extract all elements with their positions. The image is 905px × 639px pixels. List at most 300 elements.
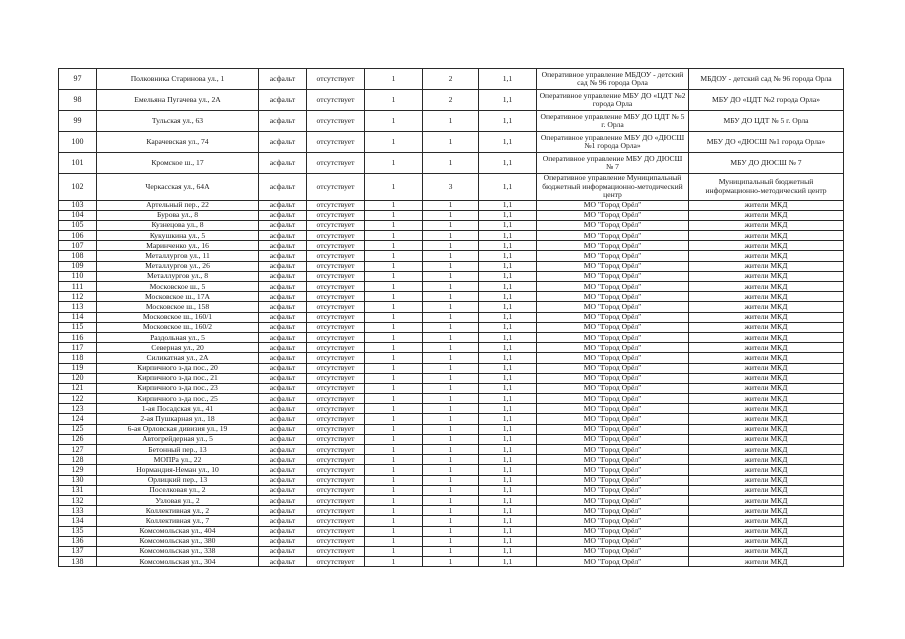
- count-cell: 1: [365, 261, 423, 271]
- surface-type-cell: асфальт: [259, 90, 307, 111]
- table-row: [59, 261, 844, 271]
- surface-type-cell: асфальт: [259, 557, 307, 567]
- count-cell: 1: [365, 231, 423, 241]
- count-cell: 1: [365, 90, 423, 111]
- lighting-cell: отсутствует: [307, 271, 365, 281]
- owner-cell: жители МКД: [689, 282, 844, 292]
- table-row: [59, 495, 844, 505]
- table-row: [59, 373, 844, 383]
- row-number: 108: [59, 251, 97, 261]
- volume-cell: 1,1: [479, 373, 537, 383]
- containers-cell: 1: [423, 251, 479, 261]
- containers-cell: 2: [423, 69, 479, 90]
- count-cell: 1: [365, 536, 423, 546]
- containers-cell: 1: [423, 434, 479, 444]
- lighting-cell: отсутствует: [307, 455, 365, 465]
- containers-cell: 1: [423, 536, 479, 546]
- owner-cell: жители МКД: [689, 445, 844, 455]
- surface-type-cell: асфальт: [259, 261, 307, 271]
- address-cell: Комсомольская ул., 338: [97, 546, 259, 556]
- count-cell: 1: [365, 200, 423, 210]
- operator-cell: МО "Город Орёл": [537, 210, 689, 220]
- surface-type-cell: асфальт: [259, 210, 307, 220]
- volume-cell: 1,1: [479, 557, 537, 567]
- address-cell: Коллективная ул., 7: [97, 516, 259, 526]
- owner-cell: жители МКД: [689, 495, 844, 505]
- surface-type-cell: асфальт: [259, 153, 307, 174]
- address-cell: Раздольная ул., 5: [97, 332, 259, 342]
- row-number: 128: [59, 455, 97, 465]
- lighting-cell: отсутствует: [307, 475, 365, 485]
- containers-cell: 1: [423, 302, 479, 312]
- address-cell: Маринченко ул., 16: [97, 241, 259, 251]
- row-number: 114: [59, 312, 97, 322]
- surface-type-cell: асфальт: [259, 251, 307, 261]
- operator-cell: МО "Город Орёл": [537, 455, 689, 465]
- address-cell: Северная ул., 20: [97, 343, 259, 353]
- owner-cell: жители МКД: [689, 536, 844, 546]
- surface-type-cell: асфальт: [259, 516, 307, 526]
- table-row: [59, 445, 844, 455]
- table-row: [59, 210, 844, 220]
- lighting-cell: отсутствует: [307, 174, 365, 201]
- volume-cell: 1,1: [479, 69, 537, 90]
- surface-type-cell: асфальт: [259, 271, 307, 281]
- lighting-cell: отсутствует: [307, 546, 365, 556]
- row-number: 111: [59, 282, 97, 292]
- table-row: [59, 302, 844, 312]
- row-number: 126: [59, 434, 97, 444]
- count-cell: 1: [365, 465, 423, 475]
- row-number: 130: [59, 475, 97, 485]
- owner-cell: жители МКД: [689, 302, 844, 312]
- lighting-cell: отсутствует: [307, 404, 365, 414]
- operator-cell: МО "Город Орёл": [537, 394, 689, 404]
- address-cell: Кирпичного з-да пос., 20: [97, 363, 259, 373]
- count-cell: 1: [365, 516, 423, 526]
- lighting-cell: отсутствует: [307, 373, 365, 383]
- count-cell: 1: [365, 383, 423, 393]
- count-cell: 1: [365, 485, 423, 495]
- operator-cell: МО "Город Орёл": [537, 485, 689, 495]
- containers-cell: 1: [423, 506, 479, 516]
- count-cell: 1: [365, 495, 423, 505]
- owner-cell: жители МКД: [689, 557, 844, 567]
- surface-type-cell: асфальт: [259, 322, 307, 332]
- count-cell: 1: [365, 343, 423, 353]
- row-number: 124: [59, 414, 97, 424]
- surface-type-cell: асфальт: [259, 404, 307, 414]
- volume-cell: 1,1: [479, 90, 537, 111]
- containers-cell: 1: [423, 373, 479, 383]
- lighting-cell: отсутствует: [307, 424, 365, 434]
- containers-cell: 1: [423, 485, 479, 495]
- volume-cell: 1,1: [479, 200, 537, 210]
- operator-cell: Оперативное управление МБУ ДО ЦДТ № 5 г. Орла: [537, 111, 689, 132]
- row-number: 135: [59, 526, 97, 536]
- count-cell: 1: [365, 210, 423, 220]
- owner-cell: жители МКД: [689, 373, 844, 383]
- owner-cell: жители МКД: [689, 292, 844, 302]
- operator-cell: МО "Город Орёл": [537, 404, 689, 414]
- table-row: [59, 322, 844, 332]
- row-number: 102: [59, 174, 97, 201]
- surface-type-cell: асфальт: [259, 434, 307, 444]
- table-row: [59, 292, 844, 302]
- table-row: [59, 174, 844, 201]
- lighting-cell: отсутствует: [307, 302, 365, 312]
- owner-cell: МБУ ДО ДЮСШ № 7: [689, 153, 844, 174]
- row-number: 97: [59, 69, 97, 90]
- containers-cell: 1: [423, 526, 479, 536]
- address-cell: Узловая ул., 2: [97, 495, 259, 505]
- table-row: [59, 363, 844, 373]
- lighting-cell: отсутствует: [307, 69, 365, 90]
- lighting-cell: отсутствует: [307, 220, 365, 230]
- owner-cell: МБДОУ - детский сад № 96 города Орла: [689, 69, 844, 90]
- row-number: 122: [59, 394, 97, 404]
- operator-cell: Оперативное управление МБУ ДО «ЦДТ №2 города Орла: [537, 90, 689, 111]
- row-number: 112: [59, 292, 97, 302]
- address-cell: Автогрейдерная ул., 5: [97, 434, 259, 444]
- containers-cell: 1: [423, 414, 479, 424]
- operator-cell: МО "Город Орёл": [537, 383, 689, 393]
- count-cell: 1: [365, 271, 423, 281]
- surface-type-cell: асфальт: [259, 332, 307, 342]
- owner-cell: жители МКД: [689, 455, 844, 465]
- lighting-cell: отсутствует: [307, 153, 365, 174]
- row-number: 106: [59, 231, 97, 241]
- lighting-cell: отсутствует: [307, 526, 365, 536]
- containers-cell: 1: [423, 220, 479, 230]
- volume-cell: 1,1: [479, 475, 537, 485]
- owner-cell: жители МКД: [689, 424, 844, 434]
- surface-type-cell: асфальт: [259, 132, 307, 153]
- table-row: [59, 343, 844, 353]
- lighting-cell: отсутствует: [307, 363, 365, 373]
- operator-cell: МО "Город Орёл": [537, 220, 689, 230]
- volume-cell: 1,1: [479, 220, 537, 230]
- containers-cell: 1: [423, 353, 479, 363]
- count-cell: 1: [365, 153, 423, 174]
- table-row: [59, 282, 844, 292]
- owner-cell: жители МКД: [689, 353, 844, 363]
- volume-cell: 1,1: [479, 261, 537, 271]
- containers-cell: 1: [423, 322, 479, 332]
- owner-cell: жители МКД: [689, 526, 844, 536]
- operator-cell: Оперативное управление МБУ ДО «ДЮСШ №1 города Орла»: [537, 132, 689, 153]
- lighting-cell: отсутствует: [307, 516, 365, 526]
- address-cell: Комсомольская ул., 404: [97, 526, 259, 536]
- surface-type-cell: асфальт: [259, 383, 307, 393]
- volume-cell: 1,1: [479, 455, 537, 465]
- table-row: [59, 271, 844, 281]
- operator-cell: МО "Город Орёл": [537, 353, 689, 363]
- owner-cell: жители МКД: [689, 220, 844, 230]
- surface-type-cell: асфальт: [259, 302, 307, 312]
- count-cell: 1: [365, 69, 423, 90]
- surface-type-cell: асфальт: [259, 373, 307, 383]
- containers-cell: 1: [423, 132, 479, 153]
- lighting-cell: отсутствует: [307, 231, 365, 241]
- row-number: 119: [59, 363, 97, 373]
- lighting-cell: отсутствует: [307, 394, 365, 404]
- volume-cell: 1,1: [479, 302, 537, 312]
- count-cell: 1: [365, 455, 423, 465]
- containers-cell: 1: [423, 210, 479, 220]
- count-cell: 1: [365, 414, 423, 424]
- table-row: [59, 90, 844, 111]
- surface-type-cell: асфальт: [259, 546, 307, 556]
- lighting-cell: отсутствует: [307, 383, 365, 393]
- table-row: [59, 332, 844, 342]
- operator-cell: МО "Город Орёл": [537, 434, 689, 444]
- owner-cell: жители МКД: [689, 261, 844, 271]
- operator-cell: МО "Город Орёл": [537, 322, 689, 332]
- table-row: [59, 516, 844, 526]
- volume-cell: 1,1: [479, 445, 537, 455]
- operator-cell: МО "Город Орёл": [537, 312, 689, 322]
- row-number: 105: [59, 220, 97, 230]
- containers-cell: 1: [423, 111, 479, 132]
- address-cell: Черкасская ул., 64А: [97, 174, 259, 201]
- operator-cell: МО "Город Орёл": [537, 495, 689, 505]
- lighting-cell: отсутствует: [307, 282, 365, 292]
- address-cell: Силикатная ул., 2А: [97, 353, 259, 363]
- lighting-cell: отсутствует: [307, 353, 365, 363]
- owner-cell: жители МКД: [689, 332, 844, 342]
- volume-cell: 1,1: [479, 292, 537, 302]
- containers-cell: 1: [423, 200, 479, 210]
- count-cell: 1: [365, 434, 423, 444]
- containers-cell: 1: [423, 343, 479, 353]
- address-cell: Кирпичного з-да пос., 23: [97, 383, 259, 393]
- address-cell: 1-ая Посадская ул., 41: [97, 404, 259, 414]
- lighting-cell: отсутствует: [307, 292, 365, 302]
- surface-type-cell: асфальт: [259, 292, 307, 302]
- containers-cell: 1: [423, 557, 479, 567]
- containers-cell: 1: [423, 153, 479, 174]
- row-number: 131: [59, 485, 97, 495]
- owner-cell: жители МКД: [689, 506, 844, 516]
- address-cell: Московское ш., 5: [97, 282, 259, 292]
- operator-cell: МО "Город Орёл": [537, 302, 689, 312]
- count-cell: 1: [365, 332, 423, 342]
- count-cell: 1: [365, 132, 423, 153]
- count-cell: 1: [365, 404, 423, 414]
- address-cell: Металлургов ул., 8: [97, 271, 259, 281]
- count-cell: 1: [365, 353, 423, 363]
- address-cell: Кирпичного з-да пос., 25: [97, 394, 259, 404]
- address-cell: Емельяна Пугачева ул., 2А: [97, 90, 259, 111]
- containers-cell: 1: [423, 282, 479, 292]
- volume-cell: 1,1: [479, 404, 537, 414]
- table-row: [59, 424, 844, 434]
- lighting-cell: отсутствует: [307, 506, 365, 516]
- containers-cell: 1: [423, 516, 479, 526]
- volume-cell: 1,1: [479, 241, 537, 251]
- row-number: 117: [59, 343, 97, 353]
- address-cell: Кузнецова ул., 8: [97, 220, 259, 230]
- table-row: [59, 557, 844, 567]
- table-row: [59, 434, 844, 444]
- containers-cell: 1: [423, 312, 479, 322]
- address-cell: Бетонный пер., 13: [97, 445, 259, 455]
- volume-cell: 1,1: [479, 322, 537, 332]
- surface-type-cell: асфальт: [259, 312, 307, 322]
- operator-cell: Оперативное управление Муниципальный бюджетный информационно-методический центр: [537, 174, 689, 201]
- volume-cell: 1,1: [479, 363, 537, 373]
- surface-type-cell: асфальт: [259, 363, 307, 373]
- containers-cell: 2: [423, 90, 479, 111]
- owner-cell: жители МКД: [689, 485, 844, 495]
- address-cell: Кукушкина ул., 5: [97, 231, 259, 241]
- table-row: [59, 383, 844, 393]
- volume-cell: 1,1: [479, 343, 537, 353]
- count-cell: 1: [365, 251, 423, 261]
- count-cell: 1: [365, 174, 423, 201]
- surface-type-cell: асфальт: [259, 424, 307, 434]
- volume-cell: 1,1: [479, 546, 537, 556]
- count-cell: 1: [365, 292, 423, 302]
- count-cell: 1: [365, 111, 423, 132]
- containers-cell: 1: [423, 363, 479, 373]
- table-row: [59, 546, 844, 556]
- address-cell: 6-ая Орловская дивизия ул., 19: [97, 424, 259, 434]
- table-row: [59, 414, 844, 424]
- containers-cell: 1: [423, 546, 479, 556]
- table-body: [59, 69, 844, 567]
- containers-cell: 1: [423, 465, 479, 475]
- address-cell: Поселковая ул., 2: [97, 485, 259, 495]
- lighting-cell: отсутствует: [307, 485, 365, 495]
- owner-cell: жители МКД: [689, 231, 844, 241]
- lighting-cell: отсутствует: [307, 111, 365, 132]
- lighting-cell: отсутствует: [307, 210, 365, 220]
- containers-cell: 1: [423, 445, 479, 455]
- row-number: 103: [59, 200, 97, 210]
- volume-cell: 1,1: [479, 332, 537, 342]
- count-cell: 1: [365, 220, 423, 230]
- table-row: [59, 312, 844, 322]
- surface-type-cell: асфальт: [259, 69, 307, 90]
- table-row: [59, 465, 844, 475]
- volume-cell: 1,1: [479, 231, 537, 241]
- containers-cell: 1: [423, 332, 479, 342]
- lighting-cell: отсутствует: [307, 536, 365, 546]
- row-number: 110: [59, 271, 97, 281]
- owner-cell: МБУ ДО ЦДТ № 5 г. Орла: [689, 111, 844, 132]
- owner-cell: жители МКД: [689, 363, 844, 373]
- table-row: [59, 485, 844, 495]
- row-number: 100: [59, 132, 97, 153]
- volume-cell: 1,1: [479, 271, 537, 281]
- row-number: 98: [59, 90, 97, 111]
- table-row: [59, 69, 844, 90]
- surface-type-cell: асфальт: [259, 414, 307, 424]
- surface-type-cell: асфальт: [259, 506, 307, 516]
- count-cell: 1: [365, 312, 423, 322]
- volume-cell: 1,1: [479, 111, 537, 132]
- volume-cell: 1,1: [479, 394, 537, 404]
- operator-cell: МО "Город Орёл": [537, 343, 689, 353]
- owner-cell: жители МКД: [689, 404, 844, 414]
- operator-cell: Оперативное управление МБДОУ - детский сад № 96 города Орла: [537, 69, 689, 90]
- operator-cell: МО "Город Орёл": [537, 363, 689, 373]
- table-row: [59, 251, 844, 261]
- volume-cell: 1,1: [479, 526, 537, 536]
- owner-cell: жители МКД: [689, 414, 844, 424]
- surface-type-cell: асфальт: [259, 536, 307, 546]
- containers-cell: 1: [423, 455, 479, 465]
- surface-type-cell: асфальт: [259, 445, 307, 455]
- operator-cell: МО "Город Орёл": [537, 526, 689, 536]
- row-number: 120: [59, 373, 97, 383]
- lighting-cell: отсутствует: [307, 200, 365, 210]
- table-row: [59, 220, 844, 230]
- lighting-cell: отсутствует: [307, 90, 365, 111]
- table-row: [59, 404, 844, 414]
- row-number: 121: [59, 383, 97, 393]
- surface-type-cell: асфальт: [259, 174, 307, 201]
- containers-cell: 1: [423, 394, 479, 404]
- count-cell: 1: [365, 424, 423, 434]
- operator-cell: МО "Город Орёл": [537, 373, 689, 383]
- owner-cell: жители МКД: [689, 210, 844, 220]
- surface-type-cell: асфальт: [259, 465, 307, 475]
- surface-type-cell: асфальт: [259, 394, 307, 404]
- operator-cell: МО "Город Орёл": [537, 557, 689, 567]
- owner-cell: Муниципальный бюджетный информационно-методический центр: [689, 174, 844, 201]
- address-cell: Металлургов ул., 26: [97, 261, 259, 271]
- lighting-cell: отсутствует: [307, 322, 365, 332]
- row-number: 136: [59, 536, 97, 546]
- address-cell: Орлицкий пер., 13: [97, 475, 259, 485]
- address-cell: 2-ая Пушкарная ул., 18: [97, 414, 259, 424]
- volume-cell: 1,1: [479, 465, 537, 475]
- lighting-cell: отсутствует: [307, 343, 365, 353]
- operator-cell: МО "Город Орёл": [537, 282, 689, 292]
- row-number: 104: [59, 210, 97, 220]
- row-number: 118: [59, 353, 97, 363]
- lighting-cell: отсутствует: [307, 445, 365, 455]
- owner-cell: жители МКД: [689, 343, 844, 353]
- operator-cell: МО "Город Орёл": [537, 424, 689, 434]
- volume-cell: 1,1: [479, 434, 537, 444]
- surface-type-cell: асфальт: [259, 220, 307, 230]
- row-number: 99: [59, 111, 97, 132]
- count-cell: 1: [365, 241, 423, 251]
- address-cell: Комсомольская ул., 304: [97, 557, 259, 567]
- containers-cell: 1: [423, 241, 479, 251]
- row-number: 138: [59, 557, 97, 567]
- operator-cell: МО "Город Орёл": [537, 271, 689, 281]
- table-row: [59, 536, 844, 546]
- row-number: 115: [59, 322, 97, 332]
- count-cell: 1: [365, 546, 423, 556]
- volume-cell: 1,1: [479, 383, 537, 393]
- operator-cell: МО "Город Орёл": [537, 445, 689, 455]
- address-cell: Комсомольская ул., 380: [97, 536, 259, 546]
- address-cell: Московское ш., 158: [97, 302, 259, 312]
- surface-type-cell: асфальт: [259, 231, 307, 241]
- address-cell: Московское ш., 160/1: [97, 312, 259, 322]
- address-cell: Карачевская ул., 74: [97, 132, 259, 153]
- address-cell: Полковника Старинова ул., 1: [97, 69, 259, 90]
- volume-cell: 1,1: [479, 516, 537, 526]
- containers-cell: 1: [423, 231, 479, 241]
- lighting-cell: отсутствует: [307, 465, 365, 475]
